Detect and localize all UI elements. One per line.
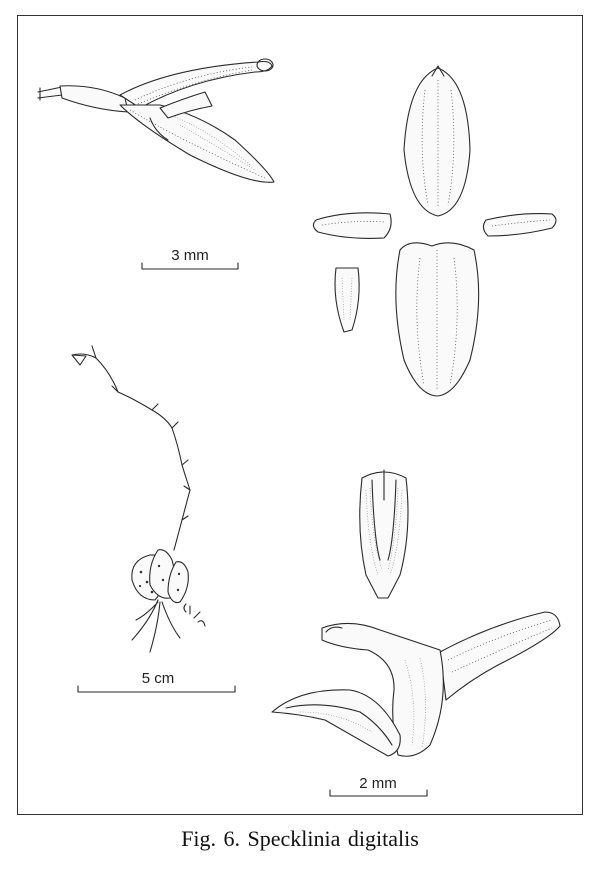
lip-detail xyxy=(360,470,408,598)
species-name: Specklinia digitalis xyxy=(247,826,419,851)
column-side-view xyxy=(272,612,560,756)
plant-habit xyxy=(72,346,190,652)
dissected-perianth xyxy=(313,66,556,396)
artist-signature xyxy=(184,604,205,626)
scale-label-3mm: 3 mm xyxy=(171,247,209,264)
figure-caption xyxy=(0,826,600,852)
figure-number: Fig. 6. xyxy=(181,826,241,851)
flower-side-view xyxy=(38,59,274,182)
scale-label-5cm: 5 cm xyxy=(141,670,175,687)
scale-label-2mm: 2 mm xyxy=(359,775,397,792)
